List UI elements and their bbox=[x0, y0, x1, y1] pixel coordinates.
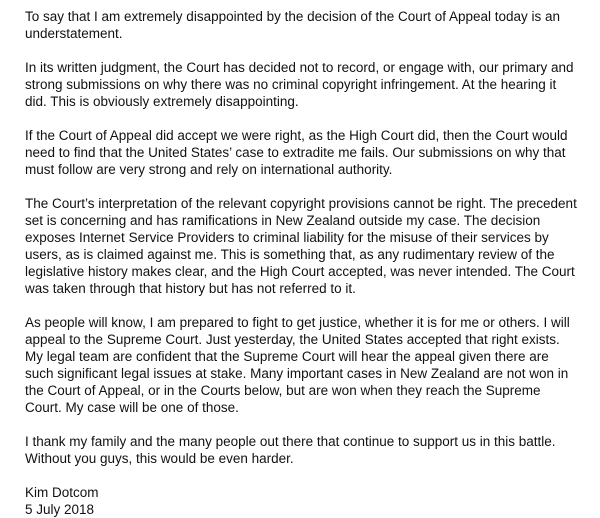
signature-date: 5 July 2018 bbox=[25, 502, 95, 517]
paragraph-supreme-court-appeal: As people will know, I am prepared to fight to get justice, whether it is for me or others. I will appeal to the Supreme Court. Just yesterday, the United States accepted that right exists. My legal team are confident that the Supreme Court will hear the appeal given there are such significant legal issues at stake. Many important cases in New Zealand are not won in the Court of Appeal, or in the Courts below, but are won when they reach the Supreme Court. My case will be one of those. bbox=[25, 315, 570, 415]
statement-document bbox=[25, 8, 595, 518]
signature-block bbox=[25, 484, 595, 518]
paragraph-interpretation: The Court’s interpretation of the relevant copyright provisions cannot be right. The precedent set is concerning and has ramifications in New Zealand outside my case. The decision exposes Internet Service Providers to criminal liability for the misuse of their services by users, as is claimed against me. This is something that, as any rudimentary review of the legislative history makes clear, and the High Court accepted, was never intended. The Court was taken through that history but has not referred to it. bbox=[25, 196, 577, 296]
paragraph-opening: To say that I am extremely disappointed by the decision of the Court of Appeal today is an understatement. bbox=[25, 9, 561, 41]
paragraph-thanks: I thank my family and the many people out there that continue to support us in this battle. Without you guys, this would be even harder. bbox=[25, 434, 556, 466]
paragraph-judgment: In its written judgment, the Court has decided not to record, or engage with, our primary and strong submissions on why there was no criminal copyright infringement. At the hearing it did. This is obviously extremely disappointing. bbox=[25, 60, 574, 109]
paragraph-extradition: If the Court of Appeal did accept we were right, as the High Court did, then the Court would need to find that the United States’ case to extradite me fails. Our submissions on why that must follow are very strong and rely on international authority. bbox=[25, 128, 568, 177]
signature-name: Kim Dotcom bbox=[25, 485, 99, 500]
